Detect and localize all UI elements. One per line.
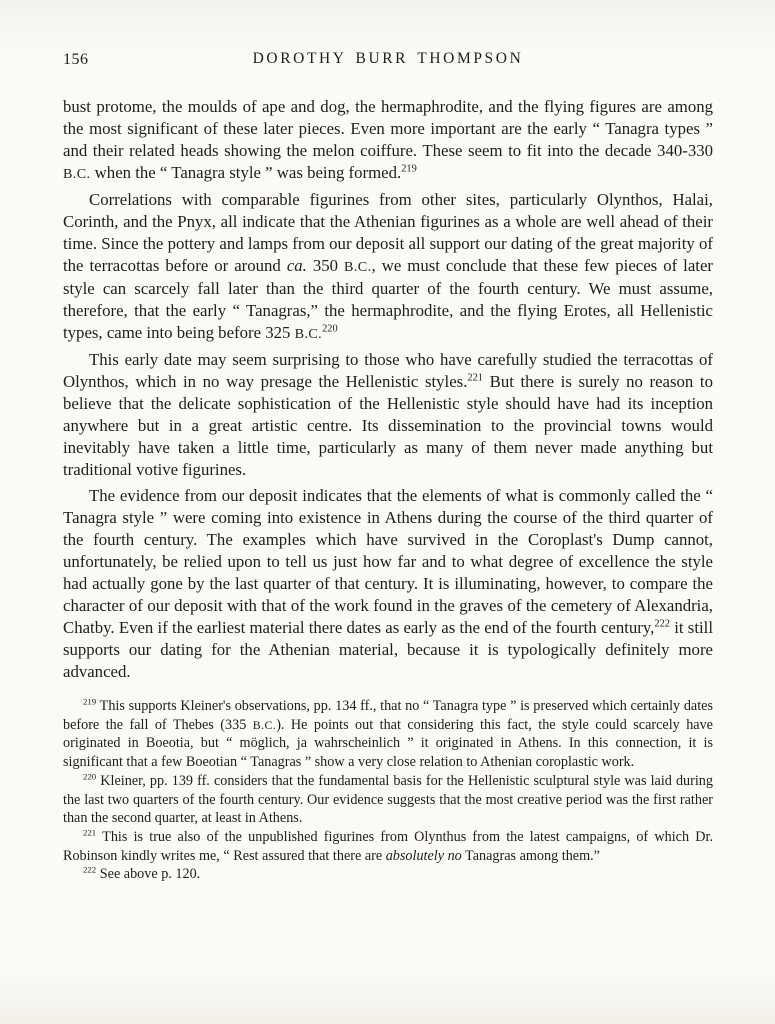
paragraph [63, 96, 713, 185]
text-run: 350 [306, 256, 345, 275]
superscript-number: 219 [83, 696, 97, 707]
text-run: The evidence from our deposit indicates that the elements of what is commonly called the “ Tanagra style ” were coming into existence in Athens during the course of the third quarter of the fourth century. The examples which have survived in the Coroplast's Dump cannot, unfortunately, be relied upon to tell us just how far and to what degree of excellence the style had actually gone by the last quarter of that century. It is illuminating, however, to compare the character of our deposit with that of the work found in the graves of the cemetery of Alexandria, Chatby. Even if the earliest material there dates as early as the end of the fourth century, [63, 486, 713, 637]
superscript-number: 222 [654, 618, 670, 630]
footnote [63, 772, 713, 828]
text-run: B.C. [344, 259, 372, 275]
superscript-number: 220 [83, 771, 97, 782]
running-header: DOROTHY BURR THOMPSON [252, 50, 524, 67]
text-run: This supports Kleiner's observations, pp. 134 ff., that no “ Tanagra type ” is preserved which certainly dates before the fall of Thebes (335 [63, 698, 713, 733]
superscript-number: 222 [83, 864, 97, 875]
text-run: This early date may seem surprising to those who have carefully studied the terracottas of Olynthos, which in no way presage the Hellenistic styles. [63, 350, 713, 391]
text-run: B.C. [63, 166, 91, 182]
footnotes [63, 697, 713, 884]
text-run: This is true also of the unpublished figurines from Olynthus from the latest campaigns, of which Dr. Robinson kindly writes me, “ Rest assured that there are [63, 828, 713, 864]
text-run: , we must conclude that these few pieces of later style can scarcely fall later than the third quarter of the fourth century. We must assume, therefore, that the early “ Tanagras,” the hermaphrodite, and the flying Erotes, all Hellenistic types, came into being before 325 [63, 256, 713, 342]
superscript-number: 219 [401, 163, 417, 175]
text-run: it still supports our dating for the Athenian material, because it is typologically definitely more advanced. [63, 618, 713, 681]
footnote [63, 865, 713, 884]
page-number: 156 [63, 51, 89, 68]
paragraph [63, 189, 713, 345]
text-run: B.C. [252, 717, 277, 732]
superscript-number: 221 [467, 372, 483, 384]
text-run: Kleiner, pp. 139 ff. considers that the fundamental basis for the Hellenistic sculptural style was laid during the last two quarters of the fourth century. Our evidence suggests that the most creative period was the first rather than the second quarter, at least in Athens. [63, 772, 713, 827]
text-run: But there is surely no reason to believe that the delicate sophistication of the Hellenistic style should have had its inception anywhere but in a great artistic centre. Its dissemination to the provincial towns would inevitably have taken a little time, particularly as many of them never made anything but traditional votive figurines. [63, 372, 713, 479]
paragraph [63, 485, 713, 683]
footnote [63, 697, 713, 772]
text-run: bust protome, the moulds of ape and dog, the hermaphrodite, and the flying figures are among the most significant of these later pieces. Even more important are the early “ Tanagra types ” and their related heads showing the melon coiffure. These seem to fit into the decade 340-330 [63, 97, 713, 160]
text-run: ). He points out that considering this fact, the style could scarcely have originated in Boeotia, but “ möglich, ja wahrscheinlich ” it originated in Athens. In this connection, it is significant that a few Boeotian “ Tanagras ” show a very close relation to Athenian coroplastic work. [63, 716, 713, 771]
text-run: absolutely no [385, 847, 462, 864]
body-text [63, 96, 713, 683]
superscript-number: 220 [322, 323, 338, 335]
superscript-number: 221 [83, 827, 97, 838]
text-run: Correlations with comparable figurines from other sites, particularly Olynthos, Halai, Corinth, and the Pnyx, all indicate that the Athenian figurines as a whole are well ahead of their time. Since the pottery and lamps from our deposit all support our dating of the great majority of the terracottas before or around [63, 190, 713, 275]
text-run: ca. [286, 256, 307, 275]
text-run: See above p. 120. [96, 866, 201, 883]
footnote [63, 828, 713, 865]
text-run: B.C. [294, 326, 323, 342]
text-run: Tanagras among them.” [461, 847, 600, 864]
paragraph [63, 349, 713, 481]
text-run: when the “ Tanagra style ” was being formed. [90, 163, 402, 182]
page-header [63, 50, 713, 72]
